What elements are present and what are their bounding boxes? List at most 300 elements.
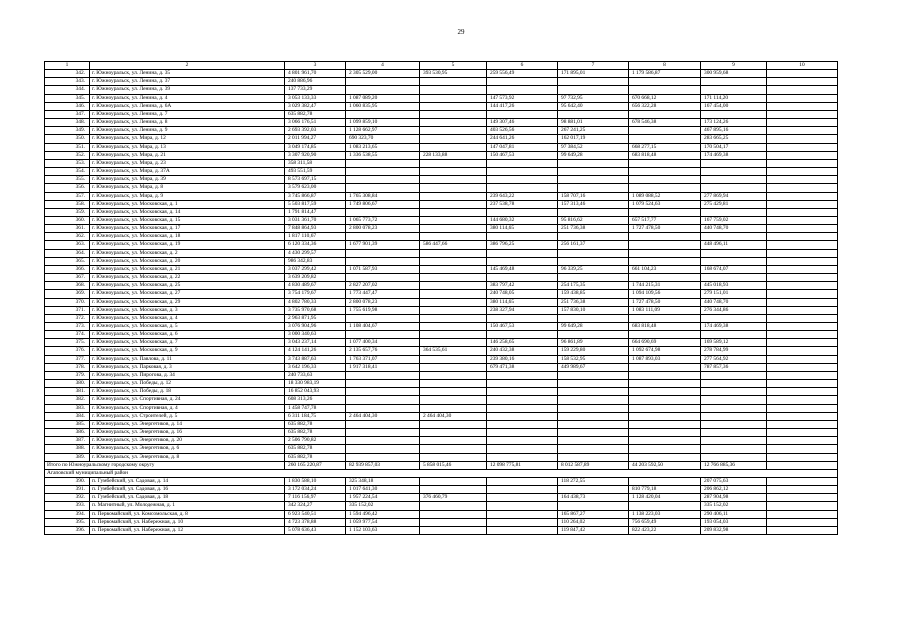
table-cell: г. Южноуральск, ул. Ленина, д. 39 xyxy=(90,86,285,94)
table-cell xyxy=(346,437,420,445)
table-cell xyxy=(558,437,629,445)
table-cell: 174 469,38 xyxy=(701,151,767,159)
table-cell: 395. xyxy=(45,518,90,526)
table-cell: 1 152 103,63 xyxy=(346,526,420,534)
table-cell: г. Южноуральск, ул. Московская, д. 6 xyxy=(90,331,285,339)
table-cell: 1 755 619,98 xyxy=(346,306,420,314)
table-cell xyxy=(701,404,767,412)
table-cell: 2 464 404,30 xyxy=(420,412,487,420)
table-cell: 171 114,20 xyxy=(701,94,767,102)
table-cell: 1 458 747,78 xyxy=(285,404,346,412)
table-cell: 147 047,81 xyxy=(487,143,558,151)
table-cell xyxy=(629,396,701,404)
table-cell xyxy=(767,502,838,510)
table-cell xyxy=(629,168,701,176)
table-cell xyxy=(487,176,558,184)
table-cell xyxy=(420,290,487,298)
table-cell: г. Южноуральск, ул. Мира, д. 8 xyxy=(90,184,285,192)
table-row xyxy=(45,70,838,78)
table-cell: 986 342,83 xyxy=(285,257,346,265)
table-cell: 171 895,01 xyxy=(558,70,629,78)
table-row xyxy=(45,380,838,388)
table-cell xyxy=(487,371,558,379)
table-cell xyxy=(420,78,487,86)
table-cell: 388. xyxy=(45,445,90,453)
table-cell: 347. xyxy=(45,110,90,118)
table-cell xyxy=(346,86,420,94)
table-cell: 386 796,25 xyxy=(487,241,558,249)
table-cell: г. Южноуральск, ул. Мира, д. 9 xyxy=(90,192,285,200)
table-row xyxy=(45,249,838,257)
table-cell xyxy=(767,216,838,224)
table-cell: 4 430 299,57 xyxy=(285,249,346,257)
table-cell xyxy=(767,119,838,127)
table-row xyxy=(45,494,838,502)
table-cell: г. Южноуральск, ул. Московская, д. 15 xyxy=(90,216,285,224)
table-cell xyxy=(420,168,487,176)
table-cell: г. Южноуральск, ул. Московская, д. 1 xyxy=(90,200,285,208)
table-row xyxy=(45,110,838,118)
table-row xyxy=(45,216,838,224)
table-row xyxy=(45,429,838,437)
table-cell: 392. xyxy=(45,494,90,502)
table-cell xyxy=(346,159,420,167)
table-cell xyxy=(346,249,420,257)
table-cell: г. Южноуральск, ул. Московская, д. 4 xyxy=(90,314,285,322)
table-cell xyxy=(767,127,838,135)
table-cell xyxy=(420,135,487,143)
table-cell xyxy=(767,200,838,208)
table-cell: 352. xyxy=(45,151,90,159)
table-cell: 389. xyxy=(45,453,90,461)
table-cell: 3 307 920,90 xyxy=(285,151,346,159)
table-cell xyxy=(420,119,487,127)
table-cell xyxy=(629,110,701,118)
table-cell xyxy=(767,453,838,461)
table-cell xyxy=(629,274,701,282)
table-cell xyxy=(487,86,558,94)
table-cell: 10 xyxy=(767,62,838,70)
table-cell xyxy=(701,159,767,167)
table-cell xyxy=(487,78,558,86)
table-cell xyxy=(767,225,838,233)
table-cell xyxy=(487,518,558,526)
table-cell xyxy=(767,396,838,404)
table-cell xyxy=(767,486,838,494)
table-cell xyxy=(346,233,420,241)
table-cell xyxy=(420,477,487,485)
table-cell xyxy=(558,445,629,453)
table-cell: 260 165 220,87 xyxy=(285,461,346,469)
table-cell: 159 229,80 xyxy=(558,347,629,355)
table-cell: г. Южноуральск, ул. Московская, д. 17 xyxy=(90,225,285,233)
table-cell xyxy=(629,420,701,428)
table-cell xyxy=(767,94,838,102)
table-row xyxy=(45,200,838,208)
table-cell: 150 467,53 xyxy=(487,323,558,331)
table-cell xyxy=(767,477,838,485)
table-cell xyxy=(420,298,487,306)
table-cell xyxy=(767,265,838,273)
table-cell xyxy=(767,70,838,78)
table-cell xyxy=(558,486,629,494)
table-cell xyxy=(420,102,487,110)
table-cell: 97 384,52 xyxy=(558,143,629,151)
table-row xyxy=(45,347,838,355)
table-cell xyxy=(558,78,629,86)
table-cell: 1 763 371,07 xyxy=(346,355,420,363)
table-cell xyxy=(487,314,558,322)
table-cell xyxy=(420,274,487,282)
table-cell: 2 827 207,02 xyxy=(346,282,420,290)
table-cell xyxy=(701,445,767,453)
table-cell xyxy=(767,355,838,363)
table-cell: 1 765 308,84 xyxy=(346,192,420,200)
table-cell: 1 727 478,50 xyxy=(629,298,701,306)
table-cell: 357. xyxy=(45,192,90,200)
table-cell xyxy=(767,461,838,469)
table-cell: 6 923 540,51 xyxy=(285,510,346,518)
table-cell: 368. xyxy=(45,282,90,290)
table-cell xyxy=(420,86,487,94)
table-cell: 1 830 588,10 xyxy=(285,477,346,485)
table-cell: 377. xyxy=(45,355,90,363)
table-cell: 373. xyxy=(45,323,90,331)
table-row xyxy=(45,143,838,151)
table-cell xyxy=(346,429,420,437)
table-cell: 335 152,02 xyxy=(701,502,767,510)
table-cell xyxy=(767,274,838,282)
table-cell xyxy=(420,127,487,135)
table-cell: 371. xyxy=(45,306,90,314)
table-cell xyxy=(487,388,558,396)
table-cell xyxy=(420,176,487,184)
table-cell xyxy=(420,363,487,371)
table-cell xyxy=(629,78,701,86)
table-cell xyxy=(487,396,558,404)
table-cell xyxy=(420,502,487,510)
table-cell: 277 869,94 xyxy=(701,192,767,200)
table-cell: 276 344,86 xyxy=(701,306,767,314)
table-cell xyxy=(629,445,701,453)
table-cell: 378. xyxy=(45,363,90,371)
table-cell: 99 649,28 xyxy=(558,151,629,159)
table-cell xyxy=(558,249,629,257)
table-cell: 228 133,88 xyxy=(420,151,487,159)
district-row xyxy=(45,469,838,477)
table-cell xyxy=(420,339,487,347)
table-row xyxy=(45,420,838,428)
table-cell xyxy=(558,371,629,379)
table-cell: 656 322,28 xyxy=(629,102,701,110)
table-cell xyxy=(420,404,487,412)
table-cell: 1 077 400,34 xyxy=(346,339,420,347)
table-cell: г. Южноуральск, ул. Спортивная, д. 4 xyxy=(90,404,285,412)
table-cell xyxy=(767,78,838,86)
table-cell: г. Южноуральск, ул. Московская, д. 9 xyxy=(90,347,285,355)
table-cell: 1 087 893,03 xyxy=(629,355,701,363)
table-cell xyxy=(767,388,838,396)
table-cell: 165 867,27 xyxy=(558,510,629,518)
table-cell: 1 099 859,10 xyxy=(346,119,420,127)
table-cell: 2 506 790,82 xyxy=(285,437,346,445)
table-cell: 387. xyxy=(45,437,90,445)
table-cell: 119 847,42 xyxy=(558,526,629,534)
table-cell: 240 748,05 xyxy=(487,290,558,298)
table-cell: 256 161,37 xyxy=(558,241,629,249)
table-cell xyxy=(767,282,838,290)
table-cell xyxy=(629,241,701,249)
table-cell: 361. xyxy=(45,225,90,233)
table-cell xyxy=(420,282,487,290)
table-cell: 1 060 835,95 xyxy=(346,102,420,110)
table-cell xyxy=(701,184,767,192)
table-cell xyxy=(558,176,629,184)
table-cell xyxy=(767,380,838,388)
table-row xyxy=(45,127,838,135)
table-cell: 1 089 088,52 xyxy=(629,192,701,200)
table-cell xyxy=(767,159,838,167)
table-cell: 350. xyxy=(45,135,90,143)
table-cell xyxy=(420,445,487,453)
table-cell: 787 857,36 xyxy=(701,363,767,371)
table-cell: 110 264,02 xyxy=(558,518,629,526)
table-row xyxy=(45,518,838,526)
table-cell: 18 330 983,19 xyxy=(285,380,346,388)
table-cell xyxy=(767,412,838,420)
table-cell: 369. xyxy=(45,290,90,298)
table-cell: 396. xyxy=(45,526,90,534)
table-cell: 3 076 904,96 xyxy=(285,323,346,331)
table-cell: г. Южноуральск, ул. Строителей, д. 5 xyxy=(90,412,285,420)
table-cell: п. Гумбейский, ул. Садовая, д. 14 xyxy=(90,477,285,485)
table-cell: 670 668,12 xyxy=(629,94,701,102)
table-cell xyxy=(487,453,558,461)
table-cell: 445 018,93 xyxy=(701,282,767,290)
table-cell xyxy=(420,110,487,118)
table-cell xyxy=(701,371,767,379)
table-cell: г. Южноуральск, ул. Мира, д. 21 xyxy=(90,151,285,159)
table-cell: 144 417,26 xyxy=(487,102,558,110)
table-cell xyxy=(487,380,558,388)
table-row xyxy=(45,282,838,290)
table-cell xyxy=(558,257,629,265)
table-cell: г. Южноуральск, ул. Мира, д. 13 xyxy=(90,143,285,151)
table-row xyxy=(45,339,838,347)
total-row xyxy=(45,461,838,469)
table-cell: 367. xyxy=(45,274,90,282)
table-cell: г. Южноуральск, ул. Московская, д. 19 xyxy=(90,241,285,249)
table-cell xyxy=(346,274,420,282)
table-cell: 240 432,38 xyxy=(487,347,558,355)
table-cell xyxy=(629,184,701,192)
table-cell xyxy=(420,208,487,216)
table-cell: 174 469,38 xyxy=(701,323,767,331)
table-cell: г. Южноуральск, ул. Ленина, д. 7 xyxy=(90,110,285,118)
table-cell: 1 917 318,41 xyxy=(346,363,420,371)
table-cell: 351. xyxy=(45,143,90,151)
table-cell: 586 447,66 xyxy=(420,241,487,249)
table-cell: 164 438,73 xyxy=(558,494,629,502)
table-cell: 683 818,48 xyxy=(629,323,701,331)
table-cell: 345. xyxy=(45,94,90,102)
table-cell: 362. xyxy=(45,233,90,241)
table-cell: г. Южноуральск, ул. Мира, д. 39 xyxy=(90,176,285,184)
table-cell xyxy=(487,274,558,282)
table-cell: 145 469,48 xyxy=(487,265,558,273)
table-cell xyxy=(420,331,487,339)
table-cell xyxy=(487,184,558,192)
table-cell: 382. xyxy=(45,396,90,404)
table-cell xyxy=(701,420,767,428)
table-cell xyxy=(420,526,487,534)
table-cell: г. Южноуральск, ул. Ленина, д. 8 xyxy=(90,119,285,127)
table-cell: 98 881,01 xyxy=(558,119,629,127)
table-cell xyxy=(487,168,558,176)
table-cell xyxy=(767,437,838,445)
table-cell xyxy=(767,176,838,184)
table-cell: 394. xyxy=(45,510,90,518)
table-cell xyxy=(346,110,420,118)
table-header-row xyxy=(45,62,838,70)
table-cell xyxy=(558,274,629,282)
table-cell xyxy=(767,298,838,306)
table-cell xyxy=(701,233,767,241)
table-cell: 386. xyxy=(45,429,90,437)
table-cell: 1 749 806,67 xyxy=(346,200,420,208)
table-cell xyxy=(629,249,701,257)
table-cell: 3 745 866,87 xyxy=(285,192,346,200)
table-cell: 325 348,18 xyxy=(346,477,420,485)
table-cell: 1 059 977,54 xyxy=(346,518,420,526)
table-cell: 167 759,02 xyxy=(701,216,767,224)
table-row xyxy=(45,135,838,143)
table-cell: г. Южноуральск, ул. Энергетиков, д. 8 xyxy=(90,453,285,461)
table-cell: 380 114,65 xyxy=(487,225,558,233)
table-cell xyxy=(346,184,420,192)
table-cell xyxy=(420,453,487,461)
table-cell: 467 895,16 xyxy=(701,127,767,135)
table-cell: 259 556,49 xyxy=(487,70,558,78)
table-cell xyxy=(420,323,487,331)
table-cell: г. Южноуральск, ул. Павлова, д. 11 xyxy=(90,355,285,363)
table-cell xyxy=(558,331,629,339)
table-cell: 5 xyxy=(420,62,487,70)
table-cell: Итого по Южноуральскому городскому округу xyxy=(45,461,285,469)
table-cell: 1 083 213,65 xyxy=(346,143,420,151)
table-cell xyxy=(767,241,838,249)
table-cell xyxy=(629,502,701,510)
table-cell: 2 135 657,76 xyxy=(346,347,420,355)
table-cell xyxy=(487,502,558,510)
table-cell: 144 680,32 xyxy=(487,216,558,224)
table-cell xyxy=(767,143,838,151)
table-cell: 3 029 382,47 xyxy=(285,102,346,110)
table-cell xyxy=(701,86,767,94)
table-cell: 287 904,98 xyxy=(701,494,767,502)
table-cell xyxy=(629,363,701,371)
table-cell: 146 258,65 xyxy=(487,339,558,347)
table-cell xyxy=(558,420,629,428)
table-cell xyxy=(487,249,558,257)
table-row xyxy=(45,437,838,445)
table-cell xyxy=(701,78,767,86)
table-cell xyxy=(629,404,701,412)
table-cell xyxy=(701,429,767,437)
table-cell xyxy=(767,184,838,192)
table-cell: 147 573,92 xyxy=(487,94,558,102)
table-cell xyxy=(767,429,838,437)
table-cell xyxy=(420,306,487,314)
table-cell: 157 313,46 xyxy=(558,200,629,208)
table-cell: 493 551,59 xyxy=(285,168,346,176)
table-cell xyxy=(346,388,420,396)
table-cell: 173 124,26 xyxy=(701,119,767,127)
table-cell: г. Южноуральск, ул. Ленина, д. 6А xyxy=(90,102,285,110)
table-cell xyxy=(487,486,558,494)
table-cell: 6 120 334,36 xyxy=(285,241,346,249)
table-cell xyxy=(701,257,767,265)
table-cell: 7 116 156,97 xyxy=(285,494,346,502)
table-cell: 440 748,70 xyxy=(701,225,767,233)
table-cell xyxy=(629,380,701,388)
table-cell: 1 065 773,72 xyxy=(346,216,420,224)
table-cell xyxy=(558,502,629,510)
table-cell xyxy=(767,110,838,118)
table-cell xyxy=(346,331,420,339)
table-cell: г. Южноуральск, ул. Московская, д. 29 xyxy=(90,298,285,306)
table-cell: 8 xyxy=(629,62,701,70)
table-cell: 3 579 623,00 xyxy=(285,184,346,192)
table-cell: 635 882,78 xyxy=(285,429,346,437)
table-cell xyxy=(629,314,701,322)
table-cell: 2 464 404,30 xyxy=(346,412,420,420)
table-cell xyxy=(487,420,558,428)
table-row xyxy=(45,331,838,339)
table-cell xyxy=(701,314,767,322)
table-cell: 12 098 775,81 xyxy=(487,461,558,469)
table-cell xyxy=(487,208,558,216)
table-cell: 290 406,11 xyxy=(701,510,767,518)
table-cell: г. Южноуральск, ул. Мира, д. 37А xyxy=(90,168,285,176)
table-cell xyxy=(487,429,558,437)
table-cell: 2 800 078,23 xyxy=(346,225,420,233)
table-cell xyxy=(558,412,629,420)
table-cell: 5 503 817,59 xyxy=(285,200,346,208)
table-cell xyxy=(346,404,420,412)
table-cell xyxy=(487,437,558,445)
table-cell: г. Южноуральск, ул. Московская, д. 18 xyxy=(90,233,285,241)
table-cell xyxy=(629,208,701,216)
table-cell: 376 460,79 xyxy=(420,494,487,502)
table-cell: г. Южноуральск, ул. Ленина, д. 37 xyxy=(90,78,285,86)
table-cell xyxy=(420,143,487,151)
table-cell xyxy=(420,216,487,224)
table-cell: г. Южноуральск, ул. Московская, д. 7 xyxy=(90,339,285,347)
table-cell: 267 241,25 xyxy=(558,127,629,135)
table-cell: 1 094 109,56 xyxy=(629,290,701,298)
table-cell: г. Южноуральск, ул. Ленина, д. 9 xyxy=(90,127,285,135)
table-cell: 159 438,85 xyxy=(558,290,629,298)
table-cell: 1 744 215,31 xyxy=(629,282,701,290)
table-cell: 158 532,95 xyxy=(558,355,629,363)
table-cell xyxy=(767,347,838,355)
table-cell: 275 429,81 xyxy=(701,200,767,208)
table-cell: 9 xyxy=(701,62,767,70)
table-cell: 300 959,68 xyxy=(701,70,767,78)
table-cell xyxy=(487,526,558,534)
table-cell: 346. xyxy=(45,102,90,110)
